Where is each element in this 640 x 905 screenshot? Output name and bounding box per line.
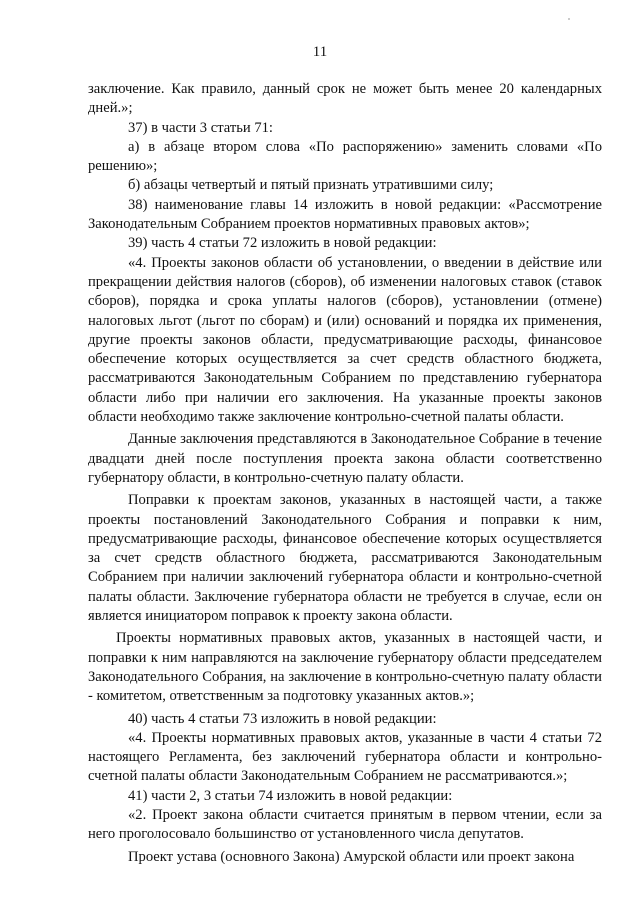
paragraph-continuation: заключение. Как правило, данный срок не может быть менее 20 календарных дней.»; (88, 81, 602, 117)
paragraph-conclusions: Данные заключения представляются в Законодательное Собрание в течение двадцати дней после поступления проекта закона области соответственно губернатору области, в контрольно-счетную палату области. (88, 431, 602, 486)
item-40: 40) часть 4 статьи 73 изложить в новой редакции: (128, 710, 437, 727)
quote-part-4: «4. Проекты законов области об установлении, о введении в действие или прекращении действия налогов (сборов), об изменении налоговых ставок (ставок сборов), порядка и срока уплаты налогов (сборов), установлении (отмене) налоговых льгот (льгот по сборам) и (или) оснований и порядка их применения, другие проекты законов области, предусматривающие расходы, финансовое обеспечение которых осуществляется за счет средств областного бюджета, рассматриваются Законодательным Собранием по представлению губернатора области либо при наличии его заключения. На указанные проекты законов области необходимо также заключение контрольно-счетной палаты области. (88, 254, 602, 426)
paragraph-projects: Проекты нормативных правовых актов, указанных в настоящей части, и поправки к ним направляются на заключение губернатору области председателем Законодательного Собрания, на заключение в контрольно-счетную палату области - комитетом, ответственным за подготовку указанных актов.»; (88, 630, 602, 705)
paragraph-charter: Проект устава (основного Закона) Амурской области или проект закона (128, 848, 575, 865)
item-41: 41) части 2, 3 статьи 74 изложить в новой редакции: (128, 787, 453, 804)
quote-part-2: «2. Проект закона области считается принятым в первом чтении, если за него проголосовало большинство от установленного числа депутатов. (88, 806, 602, 843)
item-37-b: б) абзацы четвертый и пятый признать утратившими силу; (128, 177, 494, 194)
item-39: 39) часть 4 статьи 72 изложить в новой редакции: (128, 235, 437, 252)
item-38: 38) наименование главы 14 изложить в новой редакции: «Рассмотрение Законодательным Собранием проектов нормативных правовых актов»; (88, 196, 602, 233)
item-37-a: а) в абзаце втором слова «По распоряжению» заменить словами «По решению»; (88, 138, 602, 175)
page-number: 11 (312, 44, 328, 60)
item-37: 37) в части 3 статьи 71: (128, 119, 273, 136)
document-body (88, 80, 602, 867)
scan-speck (568, 18, 570, 20)
quote-part-4-art-73: «4. Проекты нормативных правовых актов, указанные в части 4 статьи 72 настоящего Регламента, без заключений губернатора области и контрольно-счетной палаты области Законодательным Собранием не рассматриваются.»; (88, 729, 602, 785)
paragraph-amendments: Поправки к проектам законов, указанных в настоящей части, а также проекты постановлений Законодательного Собрания и поправки к ним, предусматривающие расходы, финансовое обеспечение которых осуществляется за счет средств областного бюджета, рассматриваются Законодательным Собранием при наличии заключений губернатора области и контрольно-счетной палаты области. Заключение губернатора области не требуется в случае, если он является инициатором поправок к проекту закона области. (88, 492, 602, 625)
